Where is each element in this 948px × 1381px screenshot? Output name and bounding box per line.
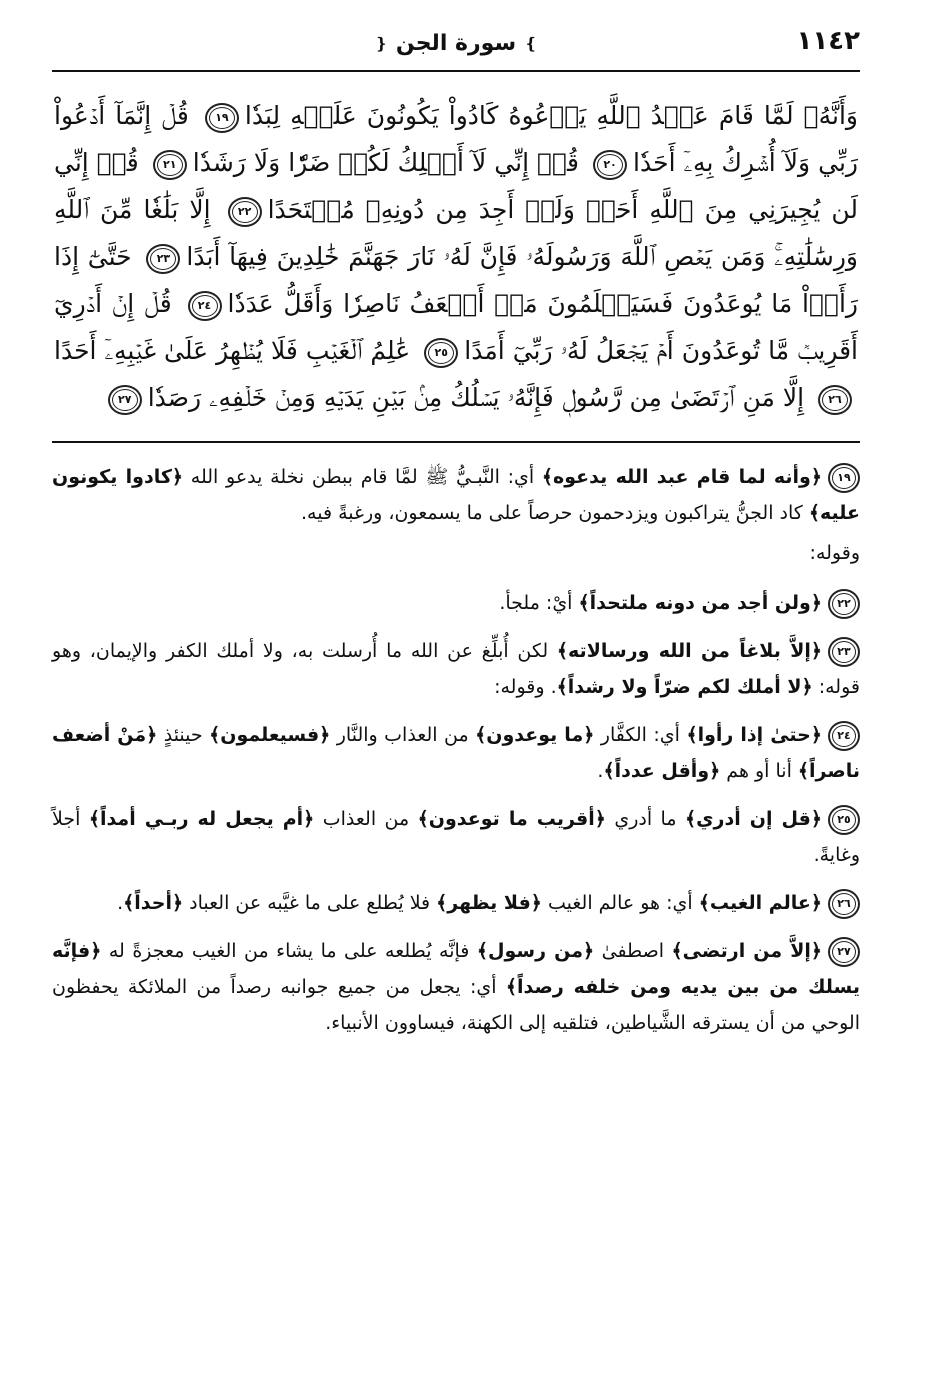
commentary-text: حينئذٍ bbox=[157, 724, 210, 746]
commentary-entry bbox=[52, 585, 860, 621]
commentary-text: أنا أو هم bbox=[720, 760, 798, 782]
commentary-text: لكن أُبلِّغ عن الله ما أُرسلت به، ولا أملك الكفر والإيمان، وهو قوله: bbox=[52, 640, 860, 698]
commentary-entry bbox=[52, 801, 860, 873]
quoted-verse: ﴿من رسول﴾ bbox=[476, 940, 595, 962]
ayah-number-marker: ٢٥ bbox=[424, 338, 458, 368]
commentary-text: فلا يُطلع على ما غيَّبه عن العباد bbox=[183, 892, 437, 914]
commentary-text: . bbox=[597, 760, 604, 782]
quoted-verse: ﴿قل إن أدري﴾ bbox=[684, 808, 823, 830]
ayah-text: قُلۡ إِنِّي لَن يُجِيرَنِي مِنَ ٱللَّهِ أَحَدٞ وَلَنۡ أَجِدَ مِن دُونِهِۦ مُلۡتَحَدًا bbox=[54, 148, 858, 224]
ayah-text: قُلۡ إِنِّي لَآ أَمۡلِكُ لَكُمۡ ضَرّٗا وَلَا رَشَدٗا bbox=[192, 148, 580, 177]
verse-number-badge: ٢٧ bbox=[828, 937, 860, 967]
commentary-entry bbox=[52, 717, 860, 789]
quoted-verse: ﴿كادوا يكونون عليه﴾ bbox=[52, 466, 860, 524]
ayah-number-marker: ٢٧ bbox=[108, 385, 142, 415]
ayah-number-marker: ٢١ bbox=[153, 150, 187, 180]
surah-title-text: سورة الجن bbox=[395, 30, 517, 56]
ayah-text: إِلَّا مَنِ ٱرۡتَضَىٰ مِن رَّسُولٖ فَإِنَّهُۥ يَسۡلُكُ مِنۢ بَيۡنِ يَدَيۡهِ وَمِنۡ خَلۡفِهِۦ رَصَدٗا bbox=[147, 383, 805, 412]
header-divider bbox=[52, 70, 860, 72]
page-header bbox=[52, 20, 860, 66]
verse-number-badge: ٢٦ bbox=[828, 889, 860, 919]
quoted-verse: ﴿وأنه لما قام عبد الله يدعوه﴾ bbox=[541, 466, 822, 488]
quoted-verse: ﴿إلاَّ من ارتضى﴾ bbox=[671, 940, 823, 962]
ayah-number-marker: ٢٢ bbox=[228, 197, 262, 227]
commentary-text: فإنَّه يُطلعه على ما يشاء من الغيب معجزةً له bbox=[101, 940, 477, 962]
ayah-text: إِلَّا بَلَٰغٗا مِّنَ ٱللَّهِ وَرِسَٰلَٰتِهِۦۚ وَمَن يَعۡصِ ٱللَّهَ وَرَسُولَهُۥ فَإِنَّ لَهُۥ نَارَ جَهَنَّمَ خَٰلِدِينَ فِيهَآ أَبَدًا bbox=[54, 195, 858, 271]
ornament-left-icon: ❴ bbox=[374, 33, 388, 53]
ayah-number-marker: ٢٤ bbox=[188, 291, 222, 321]
quoted-verse: ﴿ولن أجد من دونه ملتحداً﴾ bbox=[578, 592, 822, 614]
ayah-number-marker: ١٩ bbox=[205, 103, 239, 133]
quoted-verse: ﴿فإنَّه يسلك من بين يديه ومن خلفه رصداً﴾ bbox=[52, 940, 860, 998]
commentary-text: أجلاً وغايةً. bbox=[52, 808, 860, 866]
ayah-text: قُلۡ إِنَّمَآ أَدۡعُواْ رَبِّي وَلَآ أُشۡرِكُ بِهِۦٓ أَحَدٗا bbox=[54, 101, 858, 177]
commentary-text: أيْ: ملجأ. bbox=[499, 592, 579, 614]
ayah-text: عَٰلِمُ ٱلۡغَيۡبِ فَلَا يُظۡهِرُ عَلَىٰ غَيۡبِهِۦٓ أَحَدًا bbox=[54, 336, 411, 365]
ayah-text: حَتَّىٰٓ إِذَا رَأَوۡاْ مَا يُوعَدُونَ فَسَيَعۡلَمُونَ مَنۡ أَضۡعَفُ نَاصِرٗا وَأَقَلُّ عَدَدٗا bbox=[54, 242, 858, 318]
verse-number-badge: ١٩ bbox=[828, 463, 860, 493]
quoted-verse: ﴿أقريب ما توعدون﴾ bbox=[417, 808, 606, 830]
commentary-entry bbox=[52, 633, 860, 705]
commentary-text: . وقوله: bbox=[494, 676, 557, 698]
commentary-text: أي: يجعل من جميع جوانبه رصداً من الملائكة يحفظون الوحي من أن يسترقه الشَّياطين، فتلقيه إلى الكهنة، فيساوون الأنبياء. bbox=[52, 976, 860, 1034]
quoted-verse: ﴿ما يوعدون﴾ bbox=[475, 724, 595, 746]
ayah-text: قُلۡ إِنۡ أَدۡرِيٓ أَقَرِيبٞ مَّا تُوعَدُونَ أَمۡ يَجۡعَلُ لَهُۥ رَبِّيٓ أَمَدًا bbox=[54, 289, 859, 365]
ayah-number-marker: ٢٠ bbox=[593, 150, 627, 180]
commentary-entry bbox=[52, 885, 860, 921]
verse-number-badge: ٢٥ bbox=[828, 805, 860, 835]
verse-number-badge: ٢٣ bbox=[828, 637, 860, 667]
quoted-verse: ﴿إلاَّ بلاغاً من الله ورسالاته﴾ bbox=[556, 640, 822, 662]
surah-title bbox=[375, 31, 538, 56]
ornament-right-icon: ❵ bbox=[524, 33, 538, 53]
commentary-continuation: وقوله: bbox=[809, 542, 860, 564]
commentary-text: . bbox=[117, 892, 124, 914]
quoted-verse: ﴿لا أملك لكم ضرّاً ولا رشداً﴾ bbox=[556, 676, 813, 698]
page-number: ١١٤٢ bbox=[796, 26, 860, 56]
commentary-text: كاد الجنُّ يتراكبون ويزدحمون حرصاً على ما يسمعون، ورغبةً فيه. bbox=[301, 502, 809, 524]
commentary-text: ما أدري bbox=[605, 808, 685, 830]
commentary-block bbox=[52, 459, 860, 1041]
verse-number-badge: ٢٤ bbox=[828, 721, 860, 751]
quoted-verse: ﴿حتىٰ إذا رأوا﴾ bbox=[686, 724, 823, 746]
commentary-text: اصطفىٰ bbox=[594, 940, 672, 962]
quoted-verse: ﴿فلا يظهر﴾ bbox=[436, 892, 542, 914]
quoted-verse: ﴿عالم الغيب﴾ bbox=[698, 892, 822, 914]
ayah-number-marker: ٢٣ bbox=[146, 244, 180, 274]
verse-number-badge: ٢٢ bbox=[828, 589, 860, 619]
ayah-number-marker: ٢٦ bbox=[818, 385, 852, 415]
ayah-text: وَأَنَّهُۥ لَمَّا قَامَ عَبۡدُ ٱللَّهِ يَدۡعُوهُ كَادُواْ يَكُونُونَ عَلَيۡهِ لِبَدٗا bbox=[244, 101, 859, 130]
commentary-text: أي: النَّبـيُّ ﷺ لمَّا قام ببطن نخلة يدعو الله bbox=[183, 466, 542, 488]
commentary-entry bbox=[52, 933, 860, 1041]
quoted-verse: ﴿وأقل عدداً﴾ bbox=[603, 760, 721, 782]
section-divider bbox=[52, 441, 860, 443]
commentary-text: من العذاب bbox=[314, 808, 418, 830]
quoted-verse: ﴿أم يجعل له ربـي أمداً﴾ bbox=[88, 808, 315, 830]
quoted-verse: ﴿مَنْ أضعف ناصراً﴾ bbox=[52, 724, 860, 782]
page bbox=[52, 20, 860, 1053]
commentary-text: من العذاب والنَّار bbox=[330, 724, 476, 746]
quoted-verse: ﴿أحداً﴾ bbox=[123, 892, 184, 914]
quoted-verse: ﴿فسيعلمون﴾ bbox=[209, 724, 331, 746]
commentary-entry bbox=[52, 459, 860, 531]
commentary-text: أي: هو عالم الغيب bbox=[541, 892, 699, 914]
commentary-text: أي: الكفَّار bbox=[594, 724, 687, 746]
quran-text-block bbox=[52, 92, 860, 421]
